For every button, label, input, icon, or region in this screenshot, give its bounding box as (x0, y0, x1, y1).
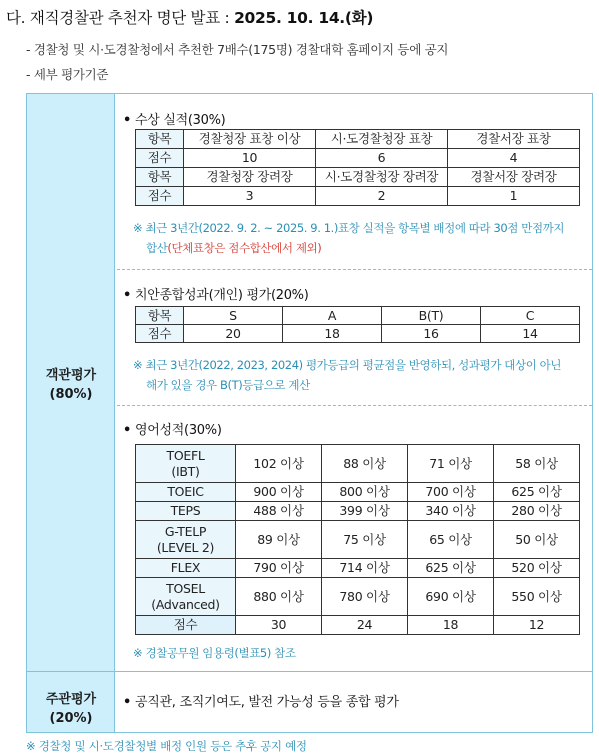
announcement-date: 2025. 10. 14.(화) (234, 9, 374, 27)
english-note: ※ 경찰공무원 임용령(별표5) 참조 (133, 646, 296, 660)
table-row: 점수 3 2 1 (136, 187, 580, 206)
awards-note-exclusion: (단체표창은 점수합산에서 제외) (167, 241, 322, 255)
divider (117, 405, 592, 406)
awards-section (123, 109, 584, 128)
criteria-box (26, 93, 593, 733)
subjective-section (123, 691, 584, 710)
objective-label: 객관평가 (80%) (45, 368, 97, 402)
table-row: 항목 S A B(T) C (136, 307, 580, 325)
section-separator (27, 671, 592, 672)
table-row: TOSEL (Advanced) 880 이상 780 이상 690 이상 550 이상 (136, 578, 580, 616)
table-row: 항목 경찰청장 장려장 시·도경찰청장 장려장 경찰서장 장려장 (136, 168, 580, 187)
awards-heading: • 수상 실적(30%) (123, 113, 226, 128)
subjective-label: 주관평가 (20%) (45, 692, 97, 726)
table-row: 점수 30 24 18 12 (136, 616, 580, 635)
subjective-text: • 공직관, 조직기여도, 발전 가능성 등을 종합 평가 (123, 695, 399, 710)
performance-section (123, 284, 584, 303)
table-row: 점수 10 6 4 (136, 149, 580, 168)
page-title: 다. 재직경찰관 추천자 명단 발표 : 2025. 10. 14.(화) (6, 9, 374, 27)
sub-item-recommend: - 경찰청 및 시·도경찰청에서 추천한 7배수(175명) 경찰대학 홈페이지 등에 공지 (26, 42, 449, 57)
table-row: TOEFL (IBT) 102 이상 88 이상 71 이상 58 이상 (136, 445, 580, 483)
table-row: TOEIC 900 이상 800 이상 700 이상 625 이상 (136, 483, 580, 502)
divider (117, 269, 592, 270)
table-row: TEPS 488 이상 399 이상 340 이상 280 이상 (136, 502, 580, 521)
performance-note: ※ 최근 3년간(2022, 2023, 2024) 평가등급의 평균점을 반영하되, 성과평가 대상이 아닌 해가 있을 경우 B(T)등급으로 계산 (133, 358, 562, 392)
english-section (123, 419, 584, 438)
bottom-footnote: ※ 경찰청 및 시·도경찰청별 배정 인원 등은 추후 공지 예정 (26, 739, 307, 753)
table-row: 항목 경찰청장 표창 이상 시·도경찰청장 표창 경찰서장 표창 (136, 130, 580, 149)
table-row: 점수 20 18 16 14 (136, 325, 580, 343)
performance-table (135, 306, 580, 343)
awards-table (135, 129, 580, 206)
category-column (27, 94, 115, 732)
table-row: G-TELP (LEVEL 2) 89 이상 75 이상 65 이상 50 이상 (136, 521, 580, 559)
english-table (135, 444, 580, 635)
table-row: FLEX 790 이상 714 이상 625 이상 520 이상 (136, 559, 580, 578)
sub-item-criteria: - 세부 평가기준 (26, 67, 109, 82)
performance-heading: • 치안종합성과(개인) 평가(20%) (123, 288, 309, 303)
english-heading: • 영어성적(30%) (123, 423, 222, 438)
awards-note: ※ 최근 3년간(2022. 9. 2. ~ 2025. 9. 1.)표창 실적을 항목별 배정에 따라 30점 만점까지 합산(단체표창은 점수합산에서 제외) (133, 221, 565, 255)
